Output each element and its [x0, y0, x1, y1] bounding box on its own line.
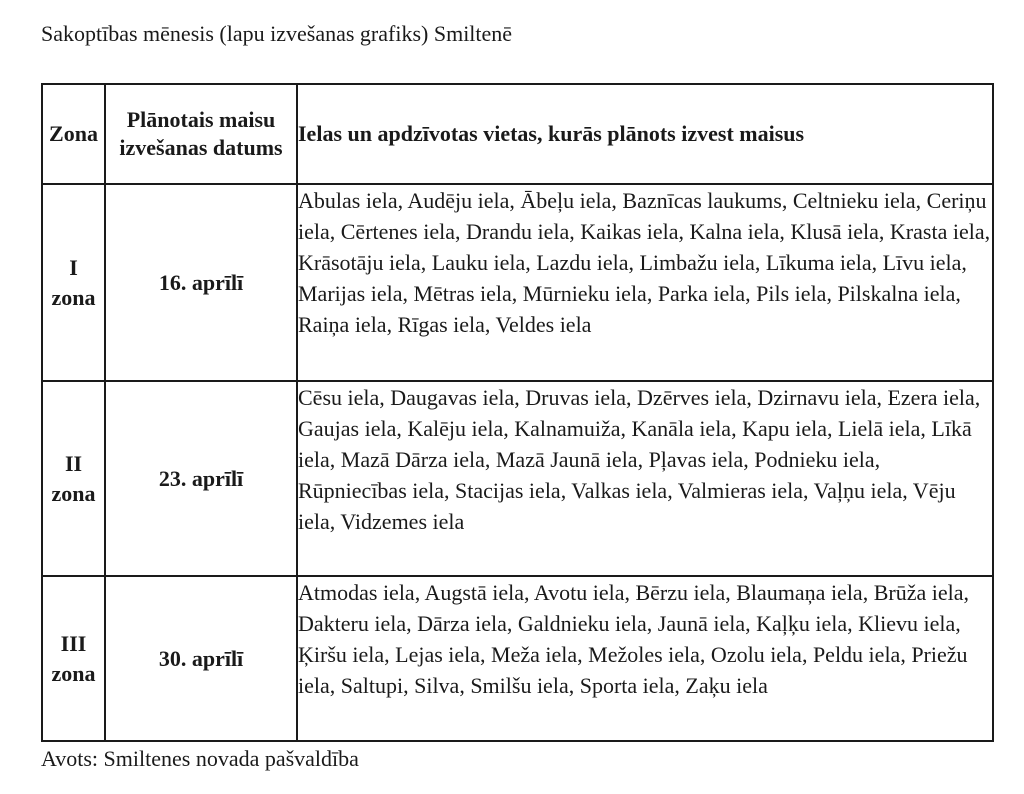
- date-cell: 23. aprīlī: [105, 381, 297, 576]
- zone-cell: [42, 184, 105, 381]
- table-row: [42, 381, 993, 576]
- page-title: Sakoptības mēnesis (lapu izvešanas grafiks) Smiltenē: [41, 21, 513, 46]
- streets-cell: Cēsu iela, Daugavas iela, Druvas iela, Dzērves iela, Dzirnavu iela, Ezera iela, Gaujas iela, Kalēju iela, Kalnamuiža, Kanāla iela, Kapu iela, Lielā iela, Līkā iela, Mazā Dārza iela, Mazā Jaunā iela, Pļavas iela, Podnieku iela, Rūpniecības iela, Stacijas iela, Valkas iela, Valmieras iela, Vaļņu iela, Vēju iela, Vidzemes iela: [297, 381, 993, 576]
- zone-number: II: [64, 450, 83, 476]
- zone-number: I: [69, 254, 78, 280]
- leaf-collection-schedule-table: [41, 83, 994, 742]
- table-row: [42, 576, 993, 741]
- date-cell: 30. aprīlī: [105, 576, 297, 741]
- streets-cell: Atmodas iela, Augstā iela, Avotu iela, Bērzu iela, Blaumaņa iela, Brūža iela, Dakteru iela, Dārza iela, Galdnieku iela, Jaunā iela, Kaļķu iela, Klievu iela, Ķiršu iela, Lejas iela, Meža iela, Mežoles iela, Ozolu iela, Peldu iela, Priežu iela, Saltupi, Silva, Smilšu iela, Sporta iela, Zaķu iela: [297, 576, 993, 741]
- header-streets: Ielas un apdzīvotas vietas, kurās plānots izvest maisus: [297, 84, 993, 184]
- streets-cell: Abulas iela, Audēju iela, Ābeļu iela, Baznīcas laukums, Celtnieku iela, Ceriņu iela, Cērtenes iela, Drandu iela, Kaikas iela, Kalna iela, Klusā iela, Krasta iela, Krāsotāju iela, Lauku iela, Lazdu iela, Limbažu iela, Līkuma iela, Līvu iela, Marijas iela, Mētras iela, Mūrnieku iela, Parka iela, Pils iela, Pilskalna iela, Raiņa iela, Rīgas iela, Veldes iela: [297, 184, 993, 381]
- zone-label: zona: [51, 284, 96, 310]
- table-header-row: [42, 84, 993, 184]
- table-row: [42, 184, 993, 381]
- zone-label: zona: [51, 660, 96, 686]
- date-cell: 16. aprīlī: [105, 184, 297, 381]
- zone-label: zona: [51, 480, 96, 506]
- zone-cell: [42, 381, 105, 576]
- source-note: Avots: Smiltenes novada pašvaldība: [41, 746, 359, 771]
- header-planned-date: Plānotais maisu izvešanas datums: [105, 84, 297, 184]
- zone-cell: [42, 576, 105, 741]
- header-zone: Zona: [42, 84, 105, 184]
- zone-number: III: [60, 630, 87, 656]
